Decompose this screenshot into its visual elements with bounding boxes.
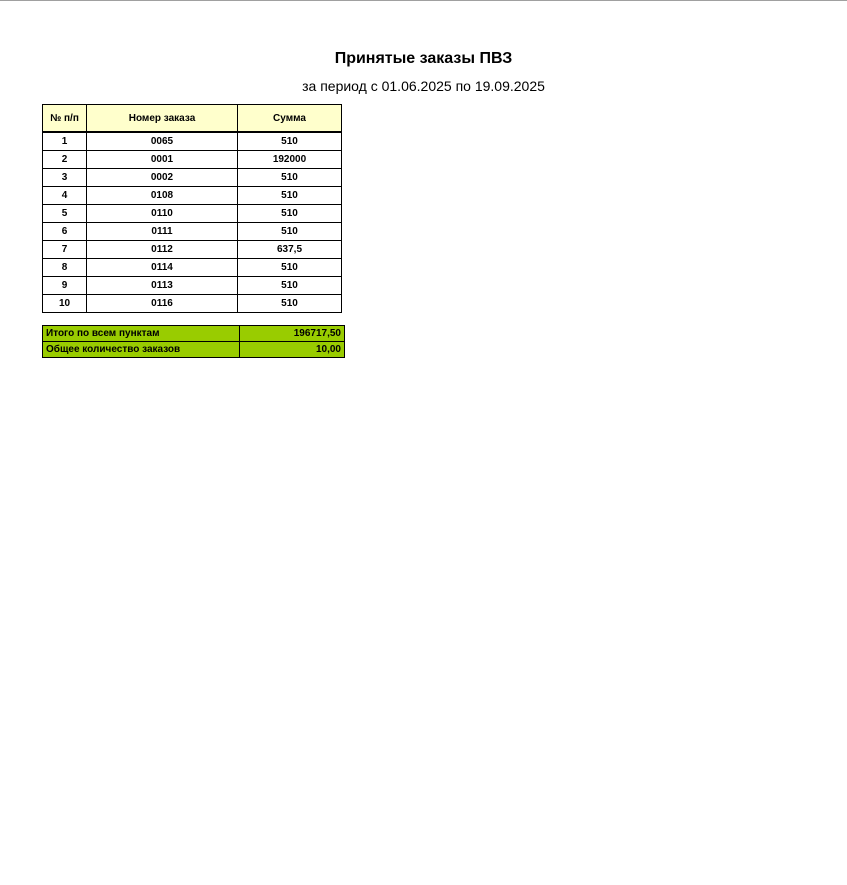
count-value: 10,00	[240, 342, 345, 358]
row-order: 0114	[87, 259, 238, 277]
row-order: 0002	[87, 169, 238, 187]
row-num: 3	[43, 169, 87, 187]
row-sum: 192000	[238, 151, 342, 169]
row-num: 10	[43, 295, 87, 313]
table-row	[43, 241, 342, 259]
row-sum: 510	[238, 187, 342, 205]
row-order: 0110	[87, 205, 238, 223]
row-order: 0116	[87, 295, 238, 313]
row-order: 0111	[87, 223, 238, 241]
header-order: Номер заказа	[87, 105, 238, 133]
summary-count-row	[43, 342, 345, 358]
row-sum: 510	[238, 277, 342, 295]
table-row	[43, 132, 342, 151]
orders-table	[42, 104, 342, 313]
row-sum: 510	[238, 223, 342, 241]
table-row	[43, 205, 342, 223]
report-period: за период с 01.06.2025 по 19.09.2025	[302, 78, 545, 94]
row-sum: 510	[238, 295, 342, 313]
table-row	[43, 223, 342, 241]
row-num: 9	[43, 277, 87, 295]
table-row	[43, 259, 342, 277]
row-num: 2	[43, 151, 87, 169]
table-row	[43, 295, 342, 313]
row-order: 0065	[87, 132, 238, 151]
row-sum: 510	[238, 132, 342, 151]
total-value: 196717,50	[240, 326, 345, 342]
table-row	[43, 277, 342, 295]
row-sum: 510	[238, 205, 342, 223]
total-label: Итого по всем пунктам	[43, 326, 240, 342]
row-num: 6	[43, 223, 87, 241]
header-num: № п/п	[43, 105, 87, 133]
row-num: 7	[43, 241, 87, 259]
summary-total-row	[43, 326, 345, 342]
table-header-row	[43, 105, 342, 133]
top-border	[0, 0, 847, 1]
row-num: 5	[43, 205, 87, 223]
row-sum: 510	[238, 169, 342, 187]
table-row	[43, 187, 342, 205]
row-sum: 637,5	[238, 241, 342, 259]
row-order: 0108	[87, 187, 238, 205]
row-num: 8	[43, 259, 87, 277]
report-title: Принятые заказы ПВЗ	[334, 50, 513, 67]
row-order: 0112	[87, 241, 238, 259]
count-label: Общее количество заказов	[43, 342, 240, 358]
table-row	[43, 169, 342, 187]
row-order: 0001	[87, 151, 238, 169]
summary-table	[42, 325, 345, 358]
header-sum: Сумма	[238, 105, 342, 133]
row-order: 0113	[87, 277, 238, 295]
row-num: 4	[43, 187, 87, 205]
row-sum: 510	[238, 259, 342, 277]
table-row	[43, 151, 342, 169]
row-num: 1	[43, 132, 87, 151]
